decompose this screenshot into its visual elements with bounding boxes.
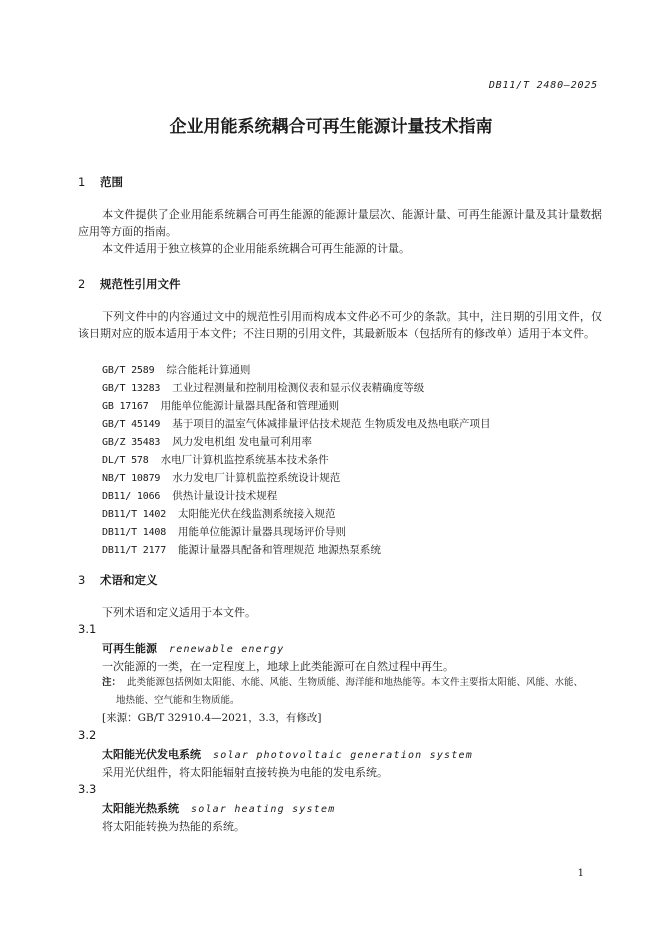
references-intro: 下列文件中的内容通过文中的规范性引用而构成本文件必不可少的条款。其中，注日期的引用文件，仅该日期对应的版本适用于本文件；不注日期的引用文件，其最新版本（包括所有的修改单）适用于本文件。 [78,310,602,340]
section-number: 3 [78,573,86,587]
reference-item: GB/T 13283 工业过程测量和控制用检测仪表和显示仪表精确度等级 [102,382,425,394]
note-text: 此类能源包括例如太阳能、水能、风能、生物质能、海洋能和地热能等。本文件主要指太阳能、风能、水能、 [127,677,584,688]
standard-code: DB11/T 2480—2025 [488,80,598,91]
term-chinese: 可再生能源 [102,642,157,655]
term-english: solar photovoltaic generation system [213,750,473,761]
term-definition: 采用光伏组件，将太阳能辐射直接转换为电能的发电系统。 [102,766,388,779]
term-definition: 一次能源的一类，在一定程度上，地球上此类能源可在自然过程中再生。 [102,660,454,673]
section-title: 术语和定义 [100,573,158,587]
term-heading [102,800,335,816]
term-source: [来源：GB/T 32910.4—2021，3.3，有修改] [102,712,322,724]
term-number: 3.2 [78,728,97,742]
section-2-heading [78,276,181,292]
term-number: 3.3 [78,782,97,796]
term-english: solar heating system [191,804,336,815]
note-text-continued: 地热能、空气能和生物质能。 [116,695,240,706]
term-chinese: 太阳能光热系统 [102,802,179,815]
section-title: 规范性引用文件 [100,277,181,291]
term-heading [102,640,285,656]
reference-item: DL/T 578 水电厂计算机监控系统基本技术条件 [102,454,329,466]
term-note [102,674,598,710]
section-1-heading [78,174,123,190]
section-number: 1 [78,175,86,189]
section-3-heading [78,572,158,588]
note-label: 注： [102,677,122,688]
scope-paragraph-1: 本文件提供了企业用能系统耦合可再生能源的能源计量层次、能源计量、可再生能源计量及其计量数据应用等方面的指南。 [78,208,602,238]
section-number: 2 [78,277,86,291]
reference-item: GB/Z 35483 风力发电机组 发电量可利用率 [102,436,313,448]
reference-item: DB11/T 1402 太阳能光伏在线监测系统接入规范 [102,508,336,520]
term-heading [102,746,473,762]
reference-item: GB 17167 用能单位能源计量器具配备和管理通则 [102,400,340,412]
reference-item: DB11/ 1066 供热计量设计技术规程 [102,490,278,502]
term-number: 3.1 [78,622,97,636]
term-definition: 将太阳能转换为热能的系统。 [102,820,245,833]
reference-item: DB11/T 1408 用能单位能源计量器具现场评价导则 [102,526,347,538]
reference-item: NB/T 10879 水力发电厂计算机监控系统设计规范 [102,472,341,484]
document-title: 企业用能系统耦合可再生能源计量技术指南 [169,117,493,137]
reference-item: GB/T 2589 综合能耗计算通则 [102,364,251,376]
terms-intro: 下列术语和定义适用于本文件。 [102,606,256,619]
reference-item: GB/T 45149 基于项目的温室气体减排量评估技术规范 生物质发电及热电联产项目 [102,418,491,430]
reference-item: DB11/T 2177 能源计量器具配备和管理规范 地源热泵系统 [102,544,381,556]
page-number: 1 [577,868,584,879]
term-english: renewable energy [169,644,285,655]
section-title: 范围 [100,175,124,189]
term-chinese: 太阳能光伏发电系统 [102,748,201,761]
scope-paragraph-2: 本文件适用于独立核算的企业用能系统耦合可再生能源的计量。 [102,242,410,255]
